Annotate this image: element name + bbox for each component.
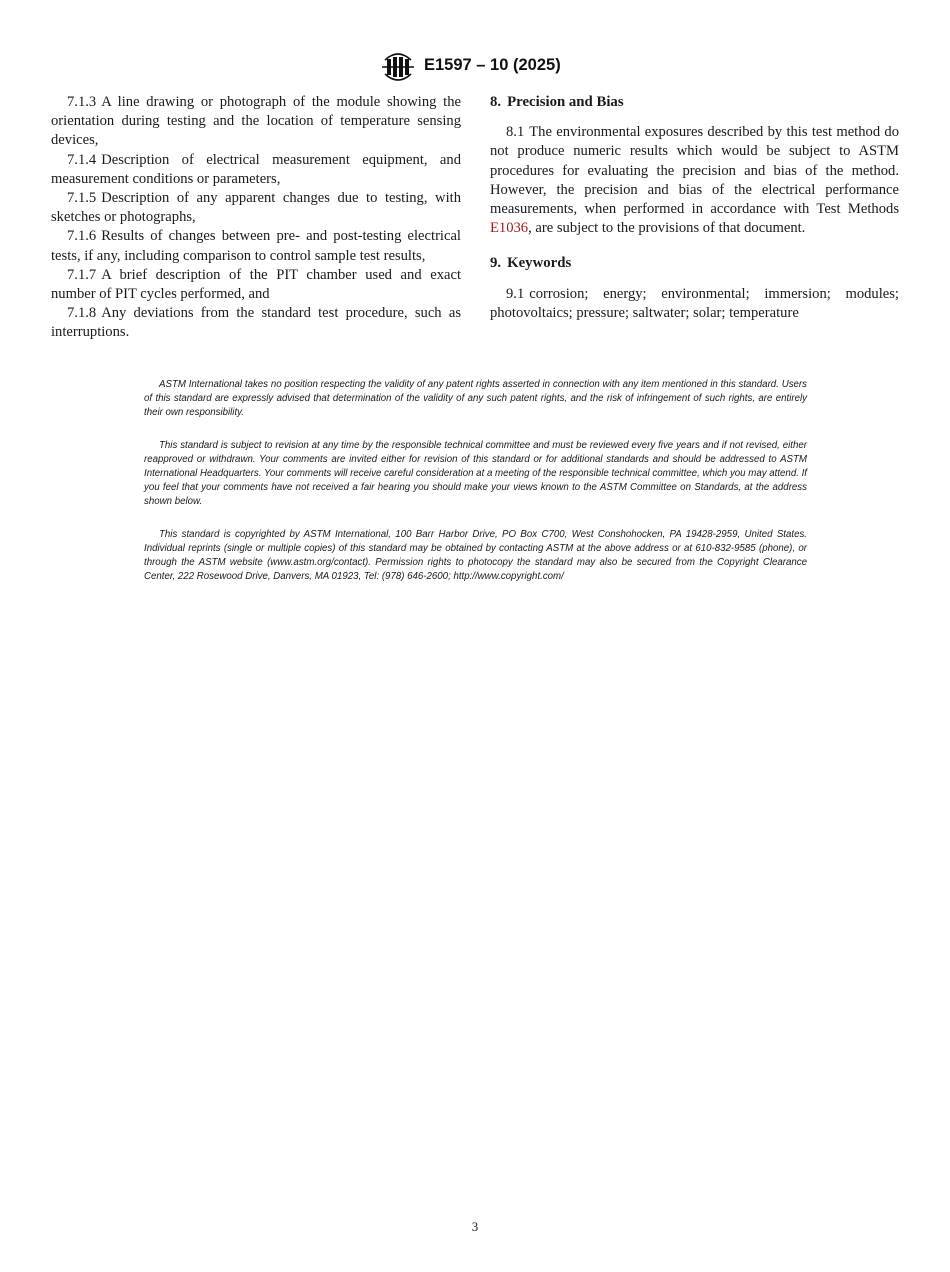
legal-notices [144,378,807,604]
right-column [490,93,899,323]
list-item: 7.1.6 Results of changes between pre- and post-testing electrical tests, if any, including comparison to control sample test results, [51,228,461,264]
section-8-paragraph: 8.1 The environmental exposures described by this test method do not produce numeric results which would be subject to ASTM procedures for evaluating the precision and bias of the method. However, the precision and bias of the electrical performance measurements, when performed in accordance with Test Methods E1036, are subject to the provisions of that document. [490,124,899,237]
patent-notice: ASTM International takes no position respecting the validity of any patent rights asserted in connection with any item mentioned in this standard. Users of this standard are expressly advised that determination of the validity of any such patent rights, and the risk of infringement of such rights, are entirely their own responsibility. [144,379,807,418]
list-item: 7.1.8 Any deviations from the standard test procedure, such as interruptions. [51,305,461,341]
page-number: 3 [471,1219,479,1234]
list-item: 7.1.3 A line drawing or photograph of the module showing the orientation during testing and the location of temperature sensing devices, [51,94,461,149]
e1036-link[interactable]: E1036 [490,220,529,237]
section-9-heading: 9. Keywords [490,255,572,272]
revision-notice: This standard is subject to revision at any time by the responsible technical committee and must be reviewed every five years and if not revised, either reapproved or withdrawn. Your comments are invited either for revision of this standard or for additional standards and should be addressed to ASTM International Headquarters. Your comments will receive careful consideration at a meeting of the responsible technical committee, which you may attend. If you feel that your comments have not received a fair hearing you should make your views known to the ASTM Committee on Standards, at the address shown below. [144,440,807,507]
copyright-notice: This standard is copyrighted by ASTM International, 100 Barr Harbor Drive, PO Box C700, West Conshohocken, PA 19428-2959, United States. Individual reprints (single or multiple copies) of this standard may be obtained by contacting ASTM at the above address or at 610-832-9585 (phone), or through the ASTM website (www.astm.org/contact). Permission rights to photocopy the standard may also be secured from the Copyright Clearance Center, 222 Rosewood Drive, Danvers, MA 01923, Tel: (978) 646-2600; http://www.copyright.com/ [144,529,807,582]
list-item: 7.1.4 Description of electrical measurement equipment, and measurement conditions or parameters, [51,151,461,187]
section-8-heading: 8. Precision and Bias [490,94,624,110]
standard-designation: E1597 – 10 (2025) [424,56,561,74]
astm-logo-icon [379,50,417,84]
left-column [51,93,461,343]
section-9-paragraph: 9.1 corrosion; energy; environmental; immersion; modules; photovoltaics; pressure; saltwater; solar; temperature [490,285,899,321]
list-item: 7.1.5 Description of any apparent changes due to testing, with sketches or photographs, [51,190,461,226]
list-item: 7.1.7 A brief description of the PIT chamber used and exact number of PIT cycles performed, and [51,266,461,303]
page-header [0,50,950,86]
